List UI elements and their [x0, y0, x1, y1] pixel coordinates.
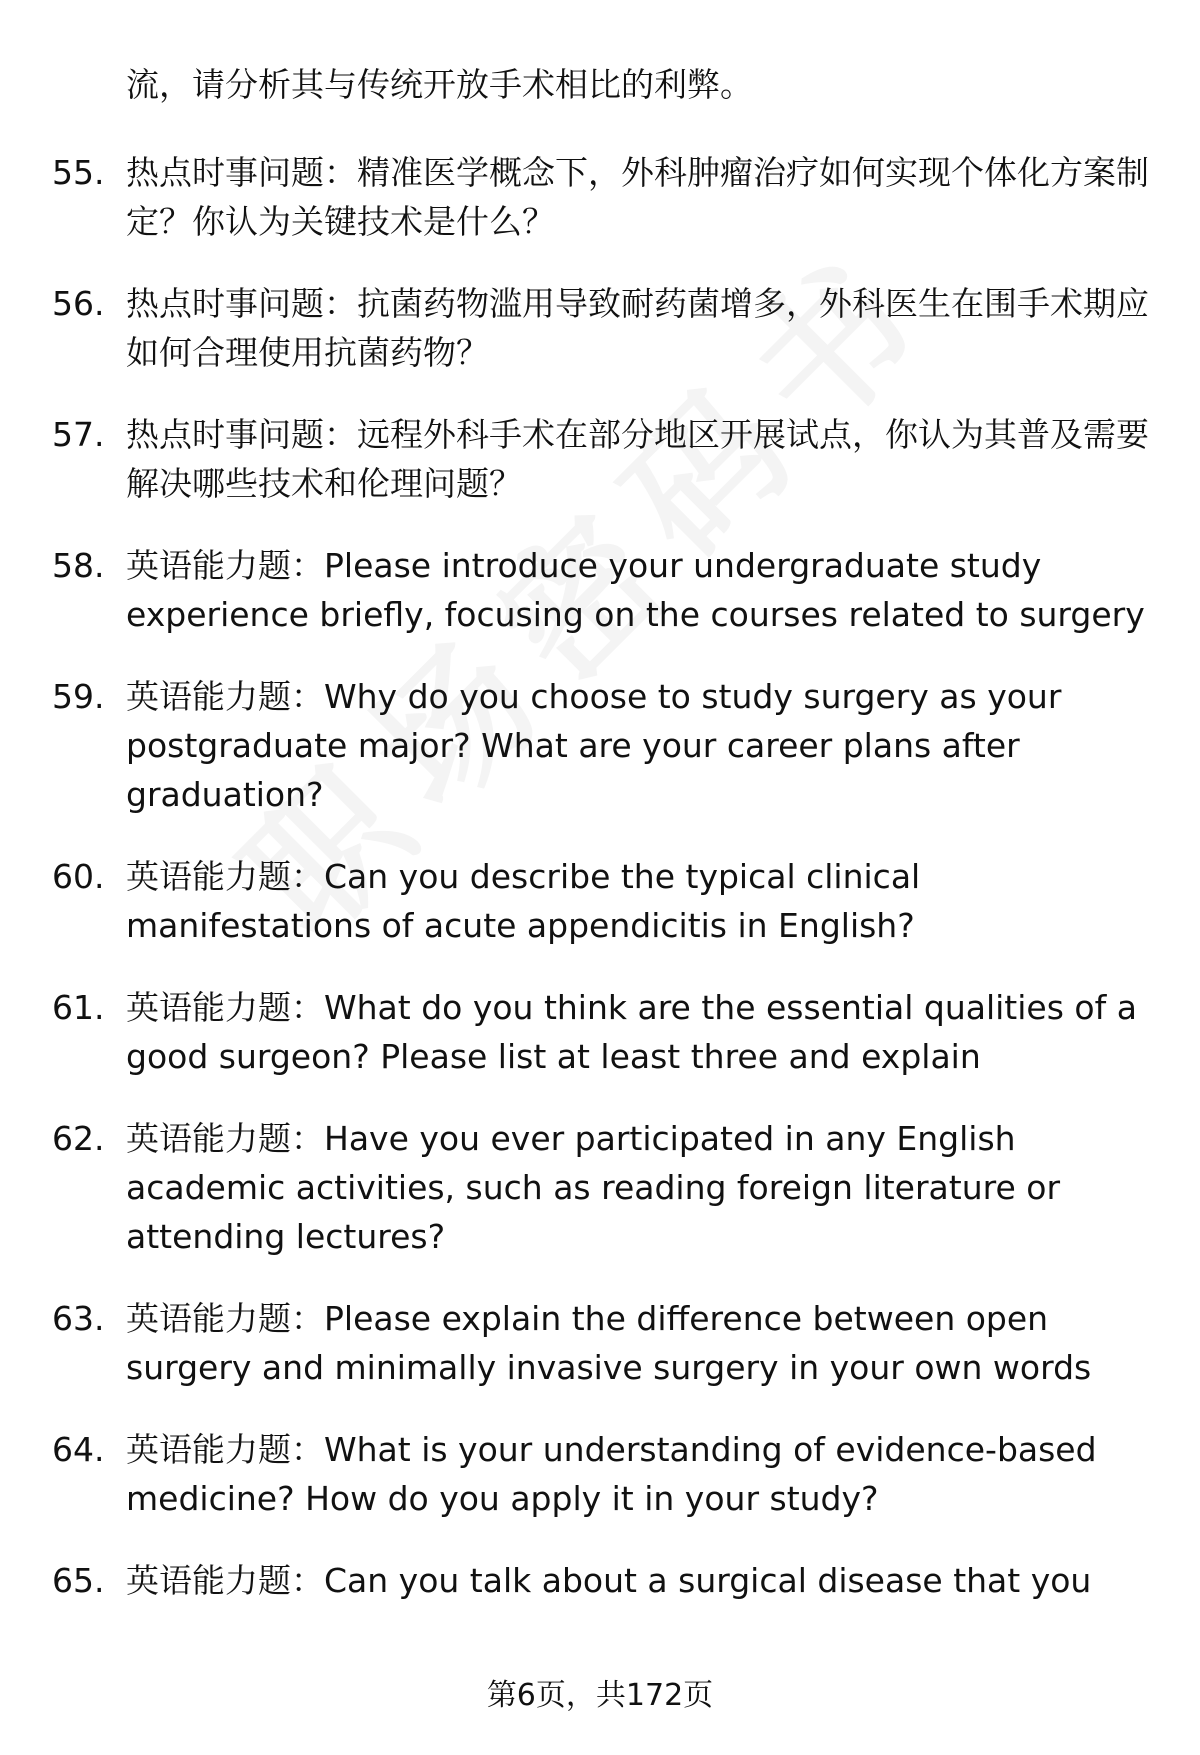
- item-number: 59.: [52, 677, 105, 716]
- item-text: 英语能力题：Can you describe the typical clinical manifestations of acute appendicitis in English?: [126, 857, 921, 945]
- list-item: [52, 852, 1162, 950]
- item-text: 英语能力题：What is your understanding of evidence-based medicine? How do you apply it in your study?: [126, 1430, 1097, 1518]
- list-item: [52, 410, 1162, 508]
- item-number: 64.: [52, 1430, 105, 1469]
- item-number: 58.: [52, 546, 105, 585]
- item-text: 英语能力题：Can you talk about a surgical disease that you: [126, 1561, 1092, 1600]
- list-item: [52, 148, 1162, 246]
- list-item: [52, 983, 1162, 1081]
- item-text: 热点时事问题：远程外科手术在部分地区开展试点，你认为其普及需要解决哪些技术和伦理问题？: [126, 415, 1149, 503]
- item-number: 60.: [52, 857, 105, 896]
- list-item: [52, 279, 1162, 377]
- item-number: 56.: [52, 284, 105, 323]
- item-text: 英语能力题：Please explain the difference between open surgery and minimally invasive surgery in your own words: [126, 1299, 1092, 1387]
- item-text: 英语能力题：Please introduce your undergraduate study experience briefly, focusing on the courses related to surgery: [126, 546, 1145, 634]
- list-item: [52, 1294, 1162, 1392]
- item-number: 57.: [52, 415, 105, 454]
- page-footer: 第6页，共172页: [486, 1678, 714, 1713]
- item-number: 63.: [52, 1299, 105, 1338]
- item-text: 英语能力题：Have you ever participated in any English academic activities, such as reading foreign literature or attending lectures?: [126, 1119, 1061, 1256]
- list-item: [52, 1556, 1162, 1605]
- list-item: [52, 1114, 1162, 1261]
- item-number: 61.: [52, 988, 105, 1027]
- continuation-text: 流，请分析其与传统开放手术相比的利弊。: [126, 65, 753, 104]
- item-number: 55.: [52, 153, 105, 192]
- list-item: [52, 541, 1162, 639]
- item-text: 热点时事问题：精准医学概念下，外科肿瘤治疗如何实现个体化方案制定？你认为关键技术是什么？: [126, 153, 1149, 241]
- item-text: 热点时事问题：抗菌药物滥用导致耐药菌增多，外科医生在围手术期应如何合理使用抗菌药物？: [126, 284, 1149, 372]
- item-text: 英语能力题：What do you think are the essential qualities of a good surgeon? Please list at least three and explain: [126, 988, 1137, 1076]
- item-number: 62.: [52, 1119, 105, 1158]
- item-number: 65.: [52, 1561, 105, 1600]
- question-list: [52, 60, 1162, 1638]
- list-item: [52, 672, 1162, 819]
- list-item: [52, 1425, 1162, 1523]
- item-text: 英语能力题：Why do you choose to study surgery as your postgraduate major? What are your career plans after graduation?: [126, 677, 1062, 814]
